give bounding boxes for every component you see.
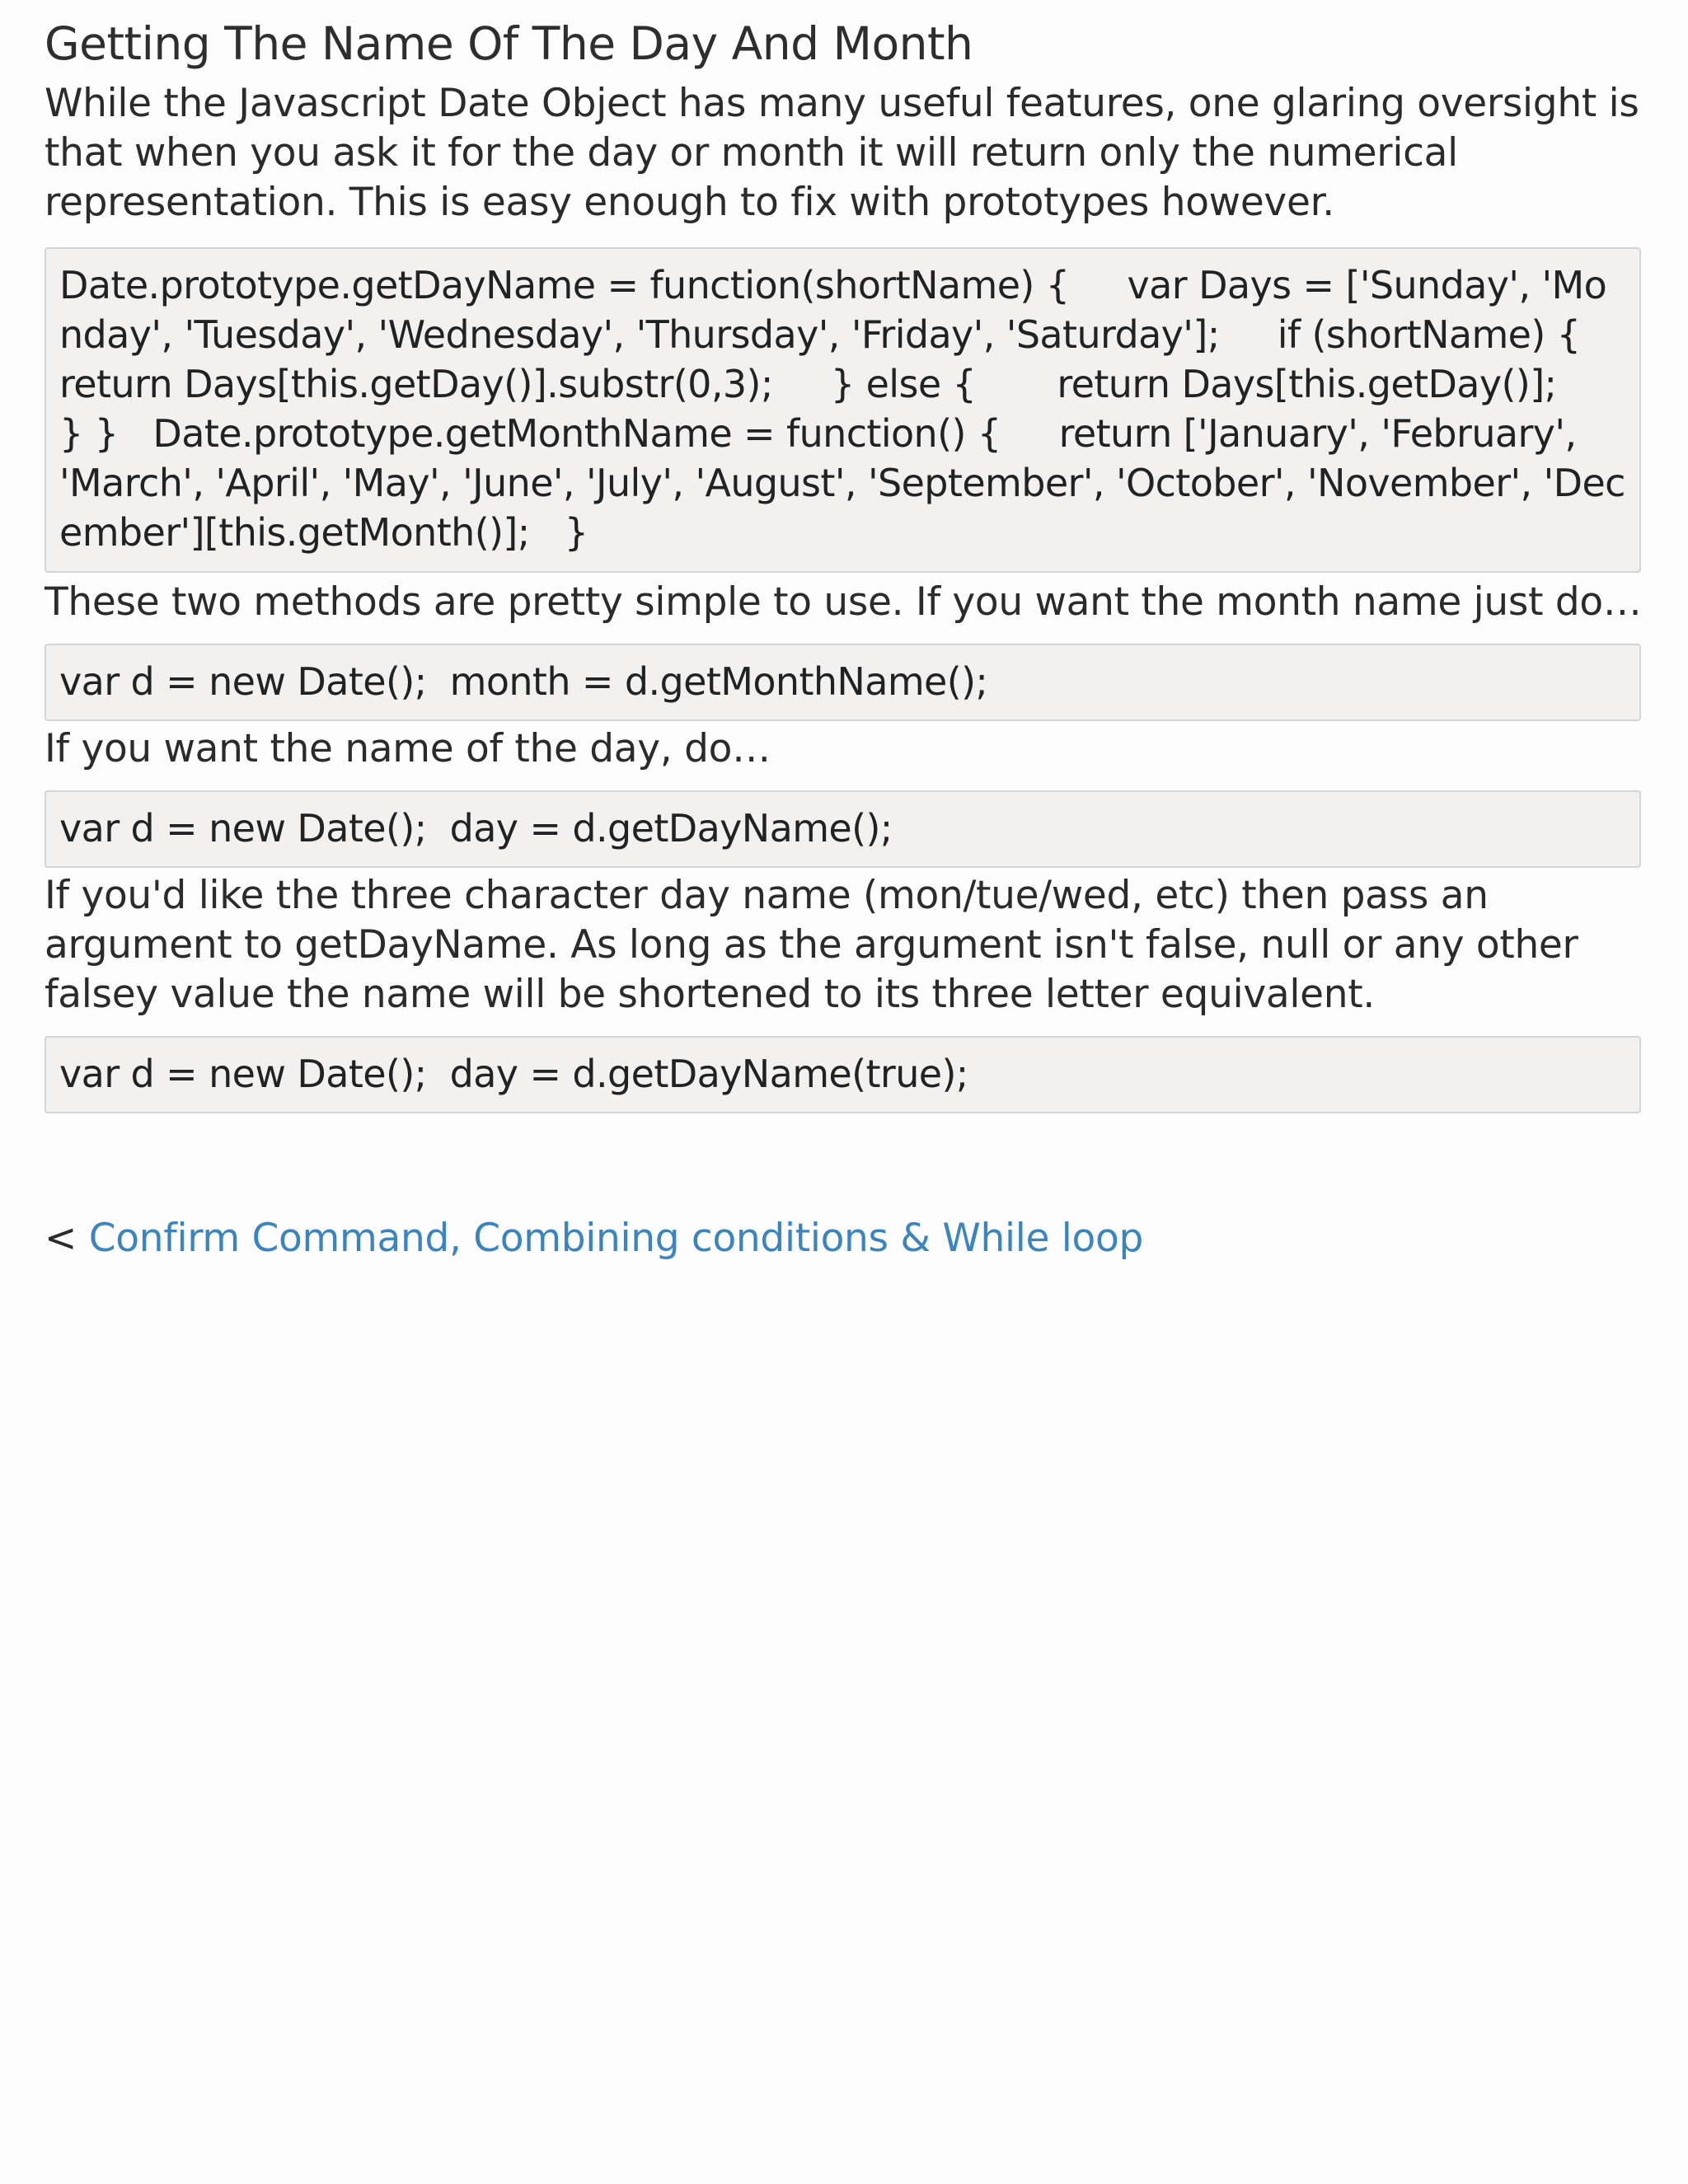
prev-arrow-icon: < <box>45 1216 77 1261</box>
short-name-paragraph: If you'd like the three character day name (mon/tue/wed, etc) then pass an argument to getDayName. As long as the argument isn't false, null or any other falsey value the name will be shortened to its three letter equivalent. <box>45 873 1578 1017</box>
code-block-short-day[interactable]: var d = new Date(); day = d.getDayName(true); <box>45 1036 1641 1113</box>
code-block-day[interactable]: var d = new Date(); day = d.getDayName(); <box>45 790 1641 868</box>
article-title: Getting The Name Of The Day And Month <box>45 17 973 70</box>
intro-paragraph: While the Javascript Date Object has many useful features, one glaring oversight is that when you ask it for the day or month it will return only the numerical representation. This is easy enough to fix with prototypes however. <box>45 81 1639 225</box>
code-block-month[interactable]: var d = new Date(); month = d.getMonthName(); <box>45 644 1641 721</box>
day-usage-paragraph: If you want the name of the day, do… <box>45 726 771 771</box>
post-navigation <box>45 1214 1643 1263</box>
month-usage-paragraph: These two methods are pretty simple to use. If you want the month name just do… <box>45 579 1642 625</box>
article <box>45 0 1662 1263</box>
code-block-prototypes[interactable]: Date.prototype.getDayName = function(shortName) { var Days = ['Sunday', 'Monday', 'Tuesday', 'Wednesday', 'Thursday', 'Friday', 'Saturday']; if (shortName) { return Days[this.getDay()].substr(0,3); } else { return Days[this.getDay()]; } } Date.prototype.getMonthName = function() { return ['January', 'February', 'March', 'April', 'May', 'June', 'July', 'August', 'September', 'October', 'November', 'December'][this.getMonth()]; } <box>45 247 1641 573</box>
previous-post-link[interactable]: Confirm Command, Combining conditions & While loop <box>88 1216 1143 1261</box>
